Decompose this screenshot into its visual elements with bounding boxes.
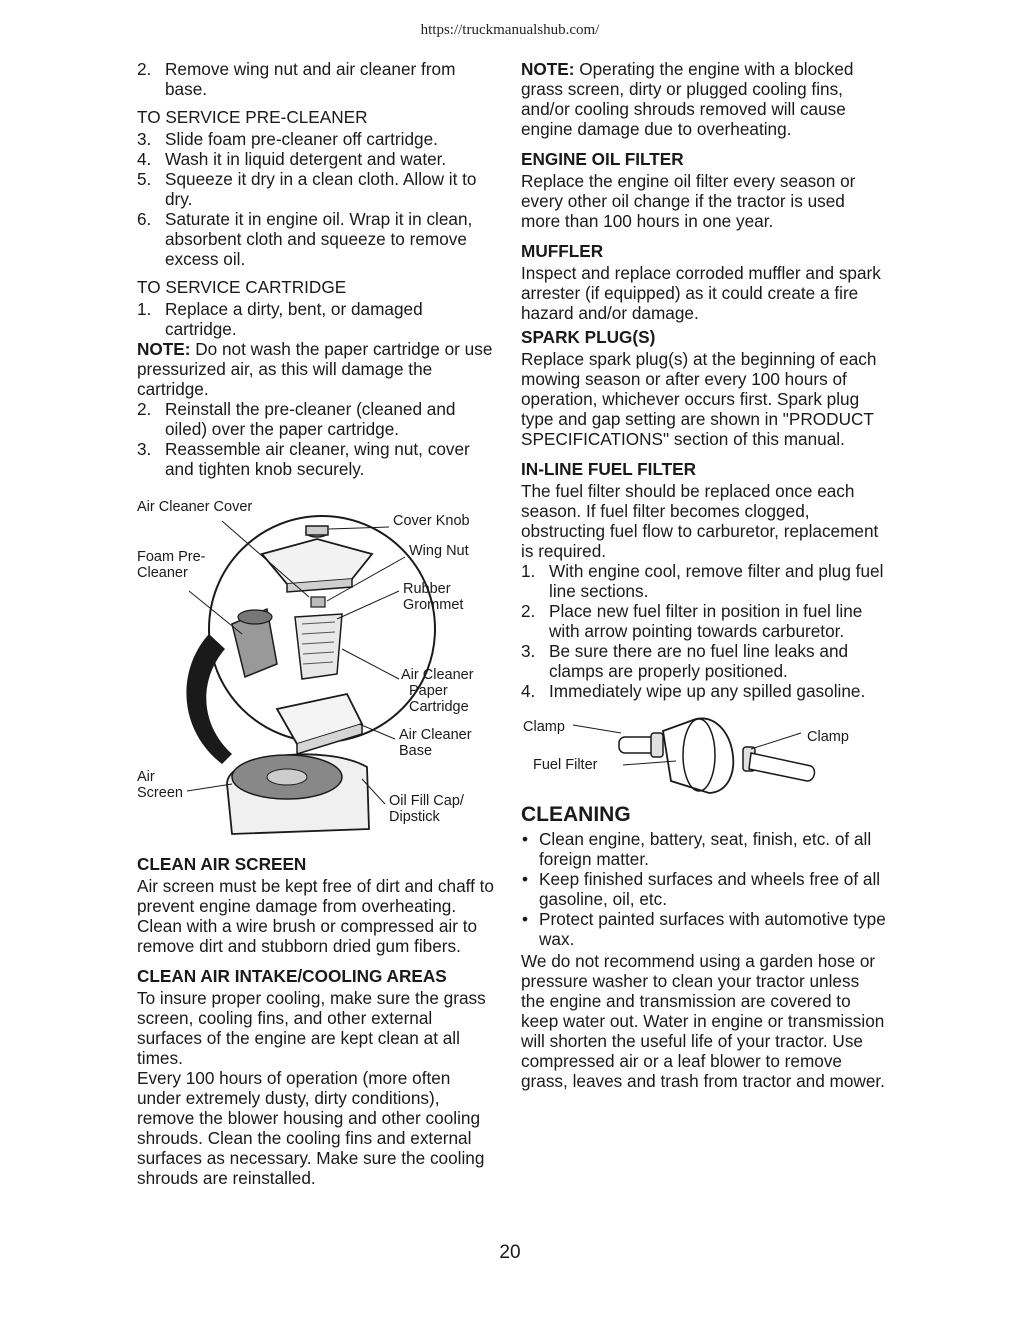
list-item: 2. Reinstall the pre-cleaner (cleaned and oiled) over the paper cartridge. <box>137 399 456 439</box>
label-base-1: Air Cleaner <box>399 727 472 743</box>
label-oil-fill-1: Oil Fill Cap/ <box>389 793 464 809</box>
fuel-filter-text: The fuel filter should be replaced once each season. If fuel filter becomes clogged, obstructing fuel flow to carburetor, replacement is required. <box>521 481 879 561</box>
pre-cleaner-heading: TO SERVICE PRE-CLEANER <box>137 107 368 127</box>
list-item: 1. With engine cool, remove filter and plug fuel line sections. <box>521 561 884 601</box>
label-oil-fill-2: Dipstick <box>389 809 440 825</box>
list-item: 5. Squeeze it dry in a clean cloth. Allow it to dry. <box>137 169 477 209</box>
list-item: 3. Slide foam pre-cleaner off cartridge. <box>137 129 438 149</box>
intake-text-1: To insure proper cooling, make sure the grass screen, cooling fins, and other external surfaces of the engine are kept clean at all times. <box>137 988 486 1068</box>
cleaning-text: We do not recommend using a garden hose or pressure washer to clean your tractor unless the engine and transmission are covered to keep water out. Water in engine or transmission will shorten the useful life of your tractor. Use compressed air or a leaf blower to remove grass, leaves and trash from tractor and mower. <box>521 951 885 1091</box>
page-number: 20 <box>499 1242 521 1263</box>
list-item: 3. Reassemble air cleaner, wing nut, cover and tighten knob securely. <box>137 439 470 479</box>
cartridge-heading: TO SERVICE CARTRIDGE <box>137 277 347 297</box>
list-item: 1. Replace a dirty, bent, or damaged cartridge. <box>137 299 423 339</box>
label-foam-pre-cleaner-2: Cleaner <box>137 565 188 581</box>
spark-plug-heading: SPARK PLUG(S) <box>521 327 656 347</box>
label-base-2: Base <box>399 743 433 759</box>
source-url[interactable]: https://truckmanualshub.com/ <box>420 22 600 38</box>
oil-filter-heading: ENGINE OIL FILTER <box>521 149 684 169</box>
list-item: 2. Place new fuel filter in position in fuel line with arrow pointing towards carburetor. <box>521 601 863 641</box>
intake-heading: CLEAN AIR INTAKE/COOLING AREAS <box>137 966 447 986</box>
label-cover-knob: Cover Knob <box>393 513 470 529</box>
spark-plug-text: Replace spark plug(s) at the beginning of each mowing season or after every 100 hours of operation, whichever occurs first. Spark plug type and gap setting are shown in "PRODUCT SPECIFICATIONS" section of this manual. <box>521 349 877 449</box>
intake-text-2: Every 100 hours of operation (more often under extremely dusty, dirty conditions), remove the blower housing and other cooling shrouds. Clean the cooling fins and external surfaces as necessary. Make sure the cooling shrouds are reinstalled. <box>137 1068 485 1188</box>
label-clamp-left: Clamp <box>523 719 565 735</box>
label-paper-cartridge-2: Paper <box>409 683 448 699</box>
label-rubber-grommet-2: Grommet <box>403 597 464 613</box>
label-wing-nut: Wing Nut <box>409 543 469 559</box>
muffler-text: Inspect and replace corroded muffler and spark arrester (if equipped) as it could create a fire hazard and/or damage. <box>521 263 881 323</box>
list-item: • Clean engine, battery, seat, finish, etc. of all foreign matter. <box>521 829 886 869</box>
clean-air-screen-text: Air screen must be kept free of dirt and chaff to prevent engine damage from overheating. Clean with a wire brush or compressed air to remove dirt and stubborn dried gum fibers. <box>137 876 494 956</box>
muffler-heading: MUFFLER <box>521 241 604 261</box>
label-foam-pre-cleaner-1: Foam Pre- <box>137 549 206 565</box>
oil-filter-text: Replace the engine oil filter every season or every other oil change if the tractor is used more than 100 hours in one year. <box>521 171 856 231</box>
fuel-filter-figure <box>521 711 886 799</box>
label-paper-cartridge-3: Cartridge <box>409 699 469 715</box>
list-item: • Keep finished surfaces and wheels free of all gasoline, oil, etc. <box>521 869 886 909</box>
note-label: NOTE: <box>137 339 191 359</box>
remove-step-list <box>137 59 499 99</box>
overheat-note <box>521 59 886 139</box>
clean-air-screen-heading: CLEAN AIR SCREEN <box>137 854 307 874</box>
fuel-filter-drawing <box>521 711 886 799</box>
list-item: 4. Wash it in liquid detergent and water. <box>137 149 447 169</box>
label-clamp-right: Clamp <box>807 729 849 745</box>
note-text: Operating the engine with a blocked grass screen, dirty or plugged cooling fins, and/or cooling shrouds removed will cause engine damage due to overheating. <box>521 59 854 139</box>
label-air-screen-1: Air <box>137 769 155 785</box>
right-column <box>521 59 886 1095</box>
label-air-cleaner-cover: Air Cleaner Cover <box>137 499 253 515</box>
label-air-screen-2: Screen <box>137 785 183 801</box>
pre-cleaner-steps <box>137 129 499 269</box>
cartridge-steps <box>137 399 499 479</box>
note-label: NOTE: <box>521 59 575 79</box>
list-item: 6. Saturate it in engine oil. Wrap it in clean, absorbent cloth and squeeze to remove excess oil. <box>137 209 473 269</box>
left-column <box>137 59 499 1192</box>
label-rubber-grommet-1: Rubber <box>403 581 451 597</box>
cleaning-heading: CLEANING <box>521 803 631 826</box>
list-item: • Protect painted surfaces with automotive type wax. <box>521 909 886 949</box>
list-item: 2. Remove wing nut and air cleaner from base. <box>137 59 456 99</box>
cartridge-note <box>137 339 499 399</box>
note-text: Do not wash the paper cartridge or use pressurized air, as this will damage the cartridge. <box>137 339 493 399</box>
list-item: 3. Be sure there are no fuel line leaks and clamps are properly positioned. <box>521 641 849 681</box>
air-cleaner-figure <box>137 499 499 844</box>
fuel-filter-heading: IN-LINE FUEL FILTER <box>521 459 697 479</box>
cleaning-bullets <box>521 829 886 949</box>
fuel-filter-steps <box>521 561 886 701</box>
label-fuel-filter: Fuel Filter <box>533 757 598 773</box>
label-paper-cartridge-1: Air Cleaner <box>401 667 474 683</box>
list-item: 4. Immediately wipe up any spilled gasoline. <box>521 681 866 701</box>
cartridge-step-1 <box>137 299 499 339</box>
